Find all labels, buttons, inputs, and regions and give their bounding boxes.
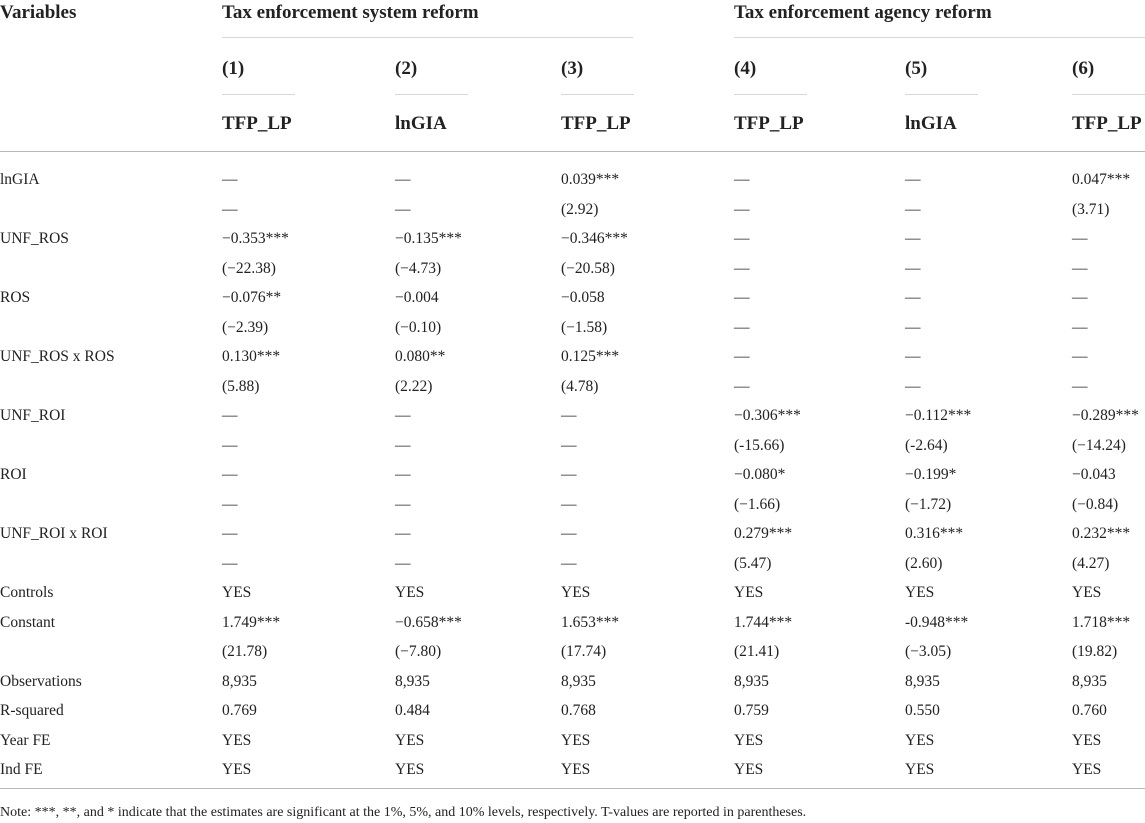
table-cell: −0.289*** [1072, 407, 1139, 424]
table-cell: YES [1072, 732, 1102, 749]
table-cell: 0.130*** [222, 348, 281, 365]
table-cell: 0.080** [395, 348, 446, 365]
col-rule-6 [1072, 94, 1145, 95]
table-cell: — [905, 319, 921, 336]
table-cell: (−3.05) [905, 643, 952, 660]
table-cell: (-15.66) [734, 437, 785, 454]
table-cell: 8,935 [395, 673, 430, 690]
dep-var-4: TFP_LP [734, 113, 804, 134]
table-cell: — [561, 525, 577, 542]
table-cell: — [561, 555, 577, 572]
table-cell: — [561, 496, 577, 513]
table-cell: 1.744*** [734, 614, 793, 631]
table-cell: — [1072, 289, 1088, 306]
table-cell: — [905, 378, 921, 395]
table-cell: (−7.80) [395, 643, 442, 660]
table-cell: — [905, 260, 921, 277]
row-label: ROI [0, 466, 27, 483]
table-cell: −0.306*** [734, 407, 801, 424]
table-cell: YES [222, 761, 252, 778]
table-cell: YES [561, 732, 591, 749]
table-cell: 0.768 [561, 702, 596, 719]
table-cell: — [222, 525, 238, 542]
table-cell: (2.60) [905, 555, 943, 572]
table-cell: 1.718*** [1072, 614, 1131, 631]
col-number-4: (4) [734, 58, 757, 79]
table-cell: (−0.10) [395, 319, 442, 336]
table-cell: 1.653*** [561, 614, 620, 631]
table-cell: 8,935 [734, 673, 769, 690]
table-cell: −0.346*** [561, 230, 628, 247]
table-cell: — [395, 466, 411, 483]
dep-var-2: lnGIA [395, 113, 447, 134]
table-cell: −0.004 [395, 289, 439, 306]
table-cell: — [561, 437, 577, 454]
table-cell: −0.135*** [395, 230, 462, 247]
table-cell: 0.316*** [905, 525, 964, 542]
table-cell: — [734, 230, 750, 247]
table-cell: — [1072, 230, 1088, 247]
table-cell: 0.759 [734, 702, 769, 719]
col-number-3: (3) [561, 58, 584, 79]
dep-var-1: TFP_LP [222, 113, 292, 134]
table-cell: (−2.39) [222, 319, 269, 336]
table-cell: (−14.24) [1072, 437, 1126, 454]
table-cell: — [222, 201, 238, 218]
col-rule-2 [395, 94, 468, 95]
table-cell: — [734, 378, 750, 395]
table-cell: YES [395, 732, 425, 749]
table-cell: 1.749*** [222, 614, 281, 631]
table-note: Note: ***, **, and * indicate that the estimates are significant at the 1%, 5%, and 10% levels, respectively. T-values are reported in parentheses. [0, 805, 807, 820]
table-cell: 0.047*** [1072, 171, 1131, 188]
table-cell: (19.82) [1072, 643, 1118, 660]
row-label: Controls [0, 584, 54, 601]
dep-var-3: TFP_LP [561, 113, 631, 134]
col-rule-4 [734, 94, 807, 95]
table-cell: — [395, 201, 411, 218]
row-label: ROS [0, 289, 31, 306]
table-cell: — [222, 466, 238, 483]
table-cell: (−1.66) [734, 496, 781, 513]
col-number-6: (6) [1072, 58, 1095, 79]
table-cell: 8,935 [1072, 673, 1107, 690]
header-bottom-rule [0, 151, 1145, 152]
table-cell: (2.22) [395, 378, 433, 395]
table-cell: (−4.73) [395, 260, 442, 277]
table-cell: — [905, 348, 921, 365]
row-label: UNF_ROS [0, 230, 69, 247]
table-cell: (21.78) [222, 643, 268, 660]
table-cell: YES [734, 584, 764, 601]
table-cell: −0.058 [561, 289, 605, 306]
table-cell: — [1072, 348, 1088, 365]
table-cell: −0.080* [734, 466, 786, 483]
table-cell: YES [905, 761, 935, 778]
table-cell: 0.760 [1072, 702, 1107, 719]
table-bottom-rule [0, 788, 1145, 789]
row-label: Constant [0, 614, 56, 631]
table-cell: YES [561, 584, 591, 601]
table-cell: — [222, 496, 238, 513]
table-cell: −0.076** [222, 289, 282, 306]
table-cell: YES [905, 584, 935, 601]
table-cell: YES [1072, 584, 1102, 601]
table-cell: −0.658*** [395, 614, 462, 631]
table-cell: (−22.38) [222, 260, 276, 277]
table-cell: — [734, 171, 750, 188]
col-rule-3 [561, 94, 634, 95]
table-cell: YES [222, 584, 252, 601]
table-cell: — [1072, 319, 1088, 336]
table-cell: -0.948*** [905, 614, 969, 631]
table-cell: (5.47) [734, 555, 772, 572]
table-cell: (2.92) [561, 201, 599, 218]
table-cell: — [561, 466, 577, 483]
table-cell: YES [905, 732, 935, 749]
table-cell: YES [561, 761, 591, 778]
table-cell: — [395, 407, 411, 424]
table-cell: — [905, 289, 921, 306]
table-cell: 0.769 [222, 702, 257, 719]
table-cell: — [905, 201, 921, 218]
group-header-system-reform: Tax enforcement system reform [222, 2, 479, 23]
table-cell: 0.232*** [1072, 525, 1131, 542]
group-header-agency-reform: Tax enforcement agency reform [734, 2, 992, 23]
table-cell: — [1072, 260, 1088, 277]
table-cell: −0.199* [905, 466, 957, 483]
row-label: Observations [0, 673, 82, 690]
col-rule-1 [222, 94, 295, 95]
table-cell: — [734, 348, 750, 365]
table-cell: −0.353*** [222, 230, 289, 247]
row-label: Year FE [0, 732, 51, 749]
table-cell: (4.78) [561, 378, 599, 395]
col-number-5: (5) [905, 58, 928, 79]
row-label: lnGIA [0, 171, 40, 188]
table-cell: — [395, 496, 411, 513]
table-cell: YES [395, 761, 425, 778]
row-label: Ind FE [0, 761, 43, 778]
table-cell: — [395, 555, 411, 572]
table-cell: (-2.64) [905, 437, 948, 454]
table-cell: (−1.58) [561, 319, 608, 336]
table-cell: — [222, 407, 238, 424]
col-number-1: (1) [222, 58, 245, 79]
table-cell: YES [395, 584, 425, 601]
table-cell: YES [734, 732, 764, 749]
table-cell: — [222, 437, 238, 454]
table-cell: (−0.84) [1072, 496, 1119, 513]
table-cell: −0.043 [1072, 466, 1116, 483]
table-cell: 0.279*** [734, 525, 793, 542]
table-cell: (17.74) [561, 643, 607, 660]
table-cell: 0.550 [905, 702, 940, 719]
table-cell: (3.71) [1072, 201, 1110, 218]
table-cell: — [561, 407, 577, 424]
table-cell: — [734, 319, 750, 336]
table-cell: 8,935 [561, 673, 596, 690]
table-cell: (−20.58) [561, 260, 615, 277]
row-label: UNF_ROI [0, 407, 66, 424]
table-cell: 8,935 [905, 673, 940, 690]
col-number-2: (2) [395, 58, 418, 79]
row-label: UNF_ROI x ROI [0, 525, 108, 542]
table-cell: — [905, 230, 921, 247]
table-cell: — [395, 171, 411, 188]
table-cell: 0.039*** [561, 171, 620, 188]
table-cell: 8,935 [222, 673, 257, 690]
table-cell: — [905, 171, 921, 188]
table-cell: — [734, 260, 750, 277]
table-cell: −0.112*** [905, 407, 972, 424]
table-cell: YES [734, 761, 764, 778]
table-cell: — [222, 555, 238, 572]
table-cell: (21.41) [734, 643, 780, 660]
table-cell: — [734, 201, 750, 218]
table-cell: (4.27) [1072, 555, 1110, 572]
table-cell: — [734, 289, 750, 306]
table-cell: 0.484 [395, 702, 430, 719]
row-label: R-squared [0, 702, 64, 719]
table-cell: 0.125*** [561, 348, 620, 365]
table-cell: (5.88) [222, 378, 260, 395]
row-label: UNF_ROS x ROS [0, 348, 115, 365]
group1-rule [222, 37, 633, 38]
table-cell: YES [1072, 761, 1102, 778]
table-cell: — [395, 525, 411, 542]
dep-var-6: TFP_LP [1072, 113, 1142, 134]
table-cell: — [1072, 378, 1088, 395]
group2-rule [734, 37, 1145, 38]
col-rule-5 [905, 94, 978, 95]
table-cell: YES [222, 732, 252, 749]
dep-var-5: lnGIA [905, 113, 957, 134]
variables-header: Variables [0, 2, 77, 23]
table-cell: — [395, 437, 411, 454]
table-cell: — [222, 171, 238, 188]
table-cell: (−1.72) [905, 496, 952, 513]
